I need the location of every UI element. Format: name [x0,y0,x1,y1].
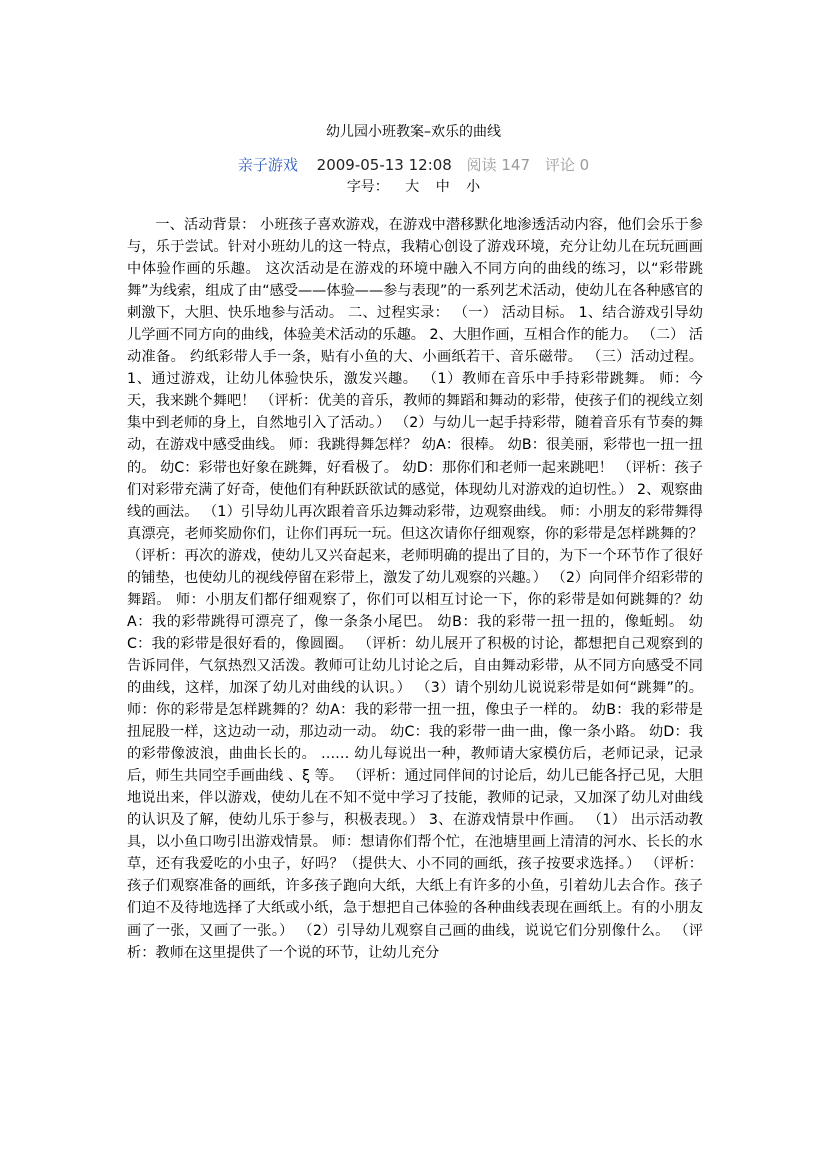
article-body [127,214,703,964]
font-size-selector [0,176,827,198]
font-size-medium-option[interactable]: 中 [435,179,450,195]
font-size-label: 字号： [346,179,389,195]
read-count: 阅读 147 [466,156,531,174]
comment-count: 评论 0 [544,156,590,174]
font-size-large-option[interactable]: 大 [405,179,420,195]
post-datetime: 2009-05-13 12:08 [316,156,452,174]
category-link[interactable]: 亲子游戏 [237,156,298,174]
font-size-small-option[interactable]: 小 [466,179,481,195]
article-meta [0,154,827,176]
body-paragraph: 一、活动背景： 小班孩子喜欢游戏，在游戏中潜移默化地渗透活动内容，他们会乐于参与，乐于尝试。针对小班幼儿的这一特点，我精心创设了游戏环境，充分让幼儿在玩玩画画中体验作画的乐趣。 这次活动是在游戏的环境中融入不同方向的曲线的练习，以“彩带跳舞”为线索，组成了由“感受——体验——参与表现”的一系列艺术活动，使幼儿在各种感官的刺激下，大胆、快乐地参与活动。 二、过程实录： （一） 活动目标。 1、结合游戏引导幼儿学画不同方向的曲线，体验美术活动的乐趣。 2、大胆作画，互相合作的能力。 （二） 活动准备。 约纸彩带人手一条，贴有小鱼的大、小画纸若干、音乐磁带。 （三）活动过程。 1、通过游戏，让幼儿体验快乐，激发兴趣。 （1）教师在音乐中手持彩带跳舞。 师：今天，我来跳个舞吧！ （评析：优美的音乐，教师的舞蹈和舞动的彩带，使孩子们的视线立刻集中到老师的身上，自然地引入了活动。） （2）与幼儿一起手持彩带，随着音乐有节奏的舞动，在游戏中感受曲线。 师：我跳得舞怎样？ 幼A：很棒。 幼B：很美丽，彩带也一扭一扭的。 幼C：彩带也好象在跳舞，好看极了。 幼D：那你们和老师一起来跳吧！ （评析：孩子们对彩带充满了好奇，使他们有种跃跃欲试的感觉，体现幼儿对游戏的迫切性。） 2、观察曲线的画法。 （1）引导幼儿再次跟着音乐边舞动彩带，边观察曲线。 师：小朋友的彩带舞得真漂亮，老师奖励你们，让你们再玩一玩。但这次请你仔细观察，你的彩带是怎样跳舞的？ （评析：再次的游戏，使幼儿又兴奋起来，老师明确的提出了目的，为下一个环节作了很好的铺垫，也使幼儿的视线停留在彩带上，激发了幼儿观察的兴趣。） （2）向同伴介绍彩带的舞蹈。 师：小朋友们都仔细观察了，你们可以相互讨论一下，你的彩带是如何跳舞的？幼A：我的彩带跳得可漂亮了，像一条条小尾巴。 幼B：我的彩带一扭一扭的，像蚯蚓。 幼C：我的彩带是很好看的，像圆圈。 （评析：幼儿展开了积极的讨论，都想把自己观察到的告诉同伴，气氛热烈又活泼。教师可让幼儿讨论之后，自由舞动彩带，从不同方向感受不同的曲线，这样，加深了幼儿对曲线的认识。） （3）请个别幼儿说说彩带是如何“跳舞”的。 师：你的彩带是怎样跳舞的？幼A：我的彩带一扭一扭，像虫子一样的。 幼B：我的彩带是扭屁股一样，这边动一动，那边动一动。 幼C：我的彩带一曲一曲，像一条小路。 幼D：我的彩带像波浪，曲曲长长的。 …… 幼儿每说出一种，教师请大家模仿后，老师记录，记录后，师生共同空手画曲线 、ξ 等。 （评析：通过同伴间的讨论后，幼儿已能各抒己见，大胆地说出来，伴以游戏，使幼儿在不知不觉中学习了技能，教师的记录，又加深了幼儿对曲线的认识及了解，使幼儿乐于参与，积极表现。） 3、在游戏情景中作画。 （1） 出示活动教具，以小鱼口吻引出游戏情景。 师：想请你们帮个忙，在池塘里画上清清的河水、长长的水草，还有我爱吃的小虫子，好吗？（提供大、小不同的画纸，孩子按要求选择。） （评析：孩子们观察准备的画纸，许多孩子跑向大纸，大纸上有许多的小鱼，引着幼儿去合作。孩子们迫不及待地选择了大纸或小纸，急于想把自己体验的各种曲线表现在画纸上。有的小朋友画了一张，又画了一张。） （2）引导幼儿观察自己画的曲线，说说它们分别像什么。 （评析：教师在这里提供了一个说的环节，让幼儿充分 [127,217,703,961]
article-title: 幼儿园小班教案–欢乐的曲线 [326,124,501,140]
